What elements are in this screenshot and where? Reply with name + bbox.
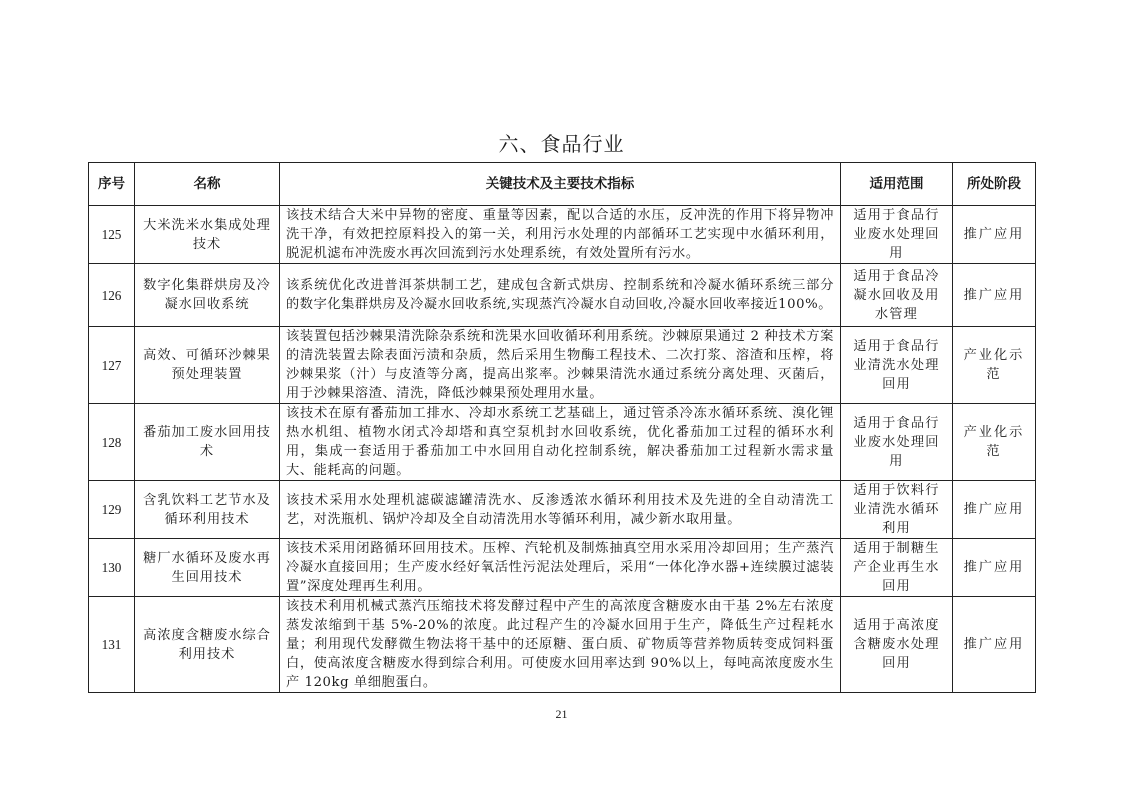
row-number: 125	[89, 206, 135, 264]
row-stage: 推广应用	[953, 539, 1036, 597]
row-number: 127	[89, 327, 135, 404]
table-row	[89, 206, 1036, 264]
technology-table	[88, 162, 1036, 693]
header-scope: 适用范围	[841, 163, 953, 206]
row-scope: 适用于制糖生产企业再生水回用	[841, 539, 953, 597]
table-row	[89, 327, 1036, 404]
header-stage: 所处阶段	[953, 163, 1036, 206]
table-row	[89, 264, 1036, 327]
row-scope: 适用于食品行业废水处理回用	[841, 404, 953, 481]
section-title: 六、食品行业	[498, 132, 625, 156]
row-name: 糖厂水循环及废水再生回用技术	[135, 539, 280, 597]
table-row	[89, 539, 1036, 597]
row-description: 该技术在原有番茄加工排水、冷却水系统工艺基础上，通过管杀冷冻水循环系统、溴化锂热水机组、植物水闭式冷却塔和真空泵机封水回收系统，优化番茄加工过程的循环水利用，集成一套适用于番茄加工中水回用自动化控制系统，解决番茄加工过程新水需求量大、能耗高的问题。	[280, 404, 841, 481]
row-scope: 适用于食品冷凝水回收及用水管理	[841, 264, 953, 327]
row-name: 高浓度含糖废水综合利用技术	[135, 597, 280, 693]
row-name: 高效、可循环沙棘果预处理装置	[135, 327, 280, 404]
row-name: 大米洗米水集成处理技术	[135, 206, 280, 264]
row-number: 131	[89, 597, 135, 693]
header-desc: 关键技术及主要技术指标	[280, 163, 841, 206]
row-stage: 推广应用	[953, 597, 1036, 693]
table-row	[89, 597, 1036, 693]
table-row	[89, 404, 1036, 481]
row-scope: 适用于高浓度含糖废水处理回用	[841, 597, 953, 693]
row-description: 该技术利用机械式蒸汽压缩技术将发酵过程中产生的高浓度含糖废水由干基 2%左右浓度蒸发浓缩到干基 5%-20%的浓度。此过程产生的冷凝水回用于生产，降低生产过程耗水量；利用现代发酵微生物法将干基中的还原糖、蛋白质、矿物质等营养物质转变成饲料蛋白，使高浓度含糖废水得到综合利用。可使废水回用率达到 90%以上，每吨高浓度废水生产 120kg 单细胞蛋白。	[280, 597, 841, 693]
header-no: 序号	[89, 163, 135, 206]
row-stage: 推广应用	[953, 481, 1036, 539]
page-number: 21	[555, 707, 568, 721]
row-description: 该技术采用水处理机滤碳滤罐清洗水、反渗透浓水循环利用技术及先进的全自动清洗工艺，对洗瓶机、锅炉冷却及全自动清洗用水等循环利用，减少新水取用量。	[280, 481, 841, 539]
row-stage: 产业化示范	[953, 404, 1036, 481]
header-name: 名称	[135, 163, 280, 206]
row-number: 129	[89, 481, 135, 539]
row-stage: 推广应用	[953, 264, 1036, 327]
row-description: 该系统优化改进普洱茶烘制工艺，建成包含新式烘房、控制系统和冷凝水循环系统三部分的数字化集群烘房及冷凝水回收系统,实现蒸汽冷凝水自动回收,冷凝水回收率接近100%。	[280, 264, 841, 327]
row-description: 该技术采用闭路循环回用技术。压榨、汽轮机及制炼抽真空用水采用冷却回用；生产蒸汽冷凝水直接回用；生产废水经好氧活性污泥法处理后，采用“一体化净水器+连续膜过滤装置”深度处理再生利用。	[280, 539, 841, 597]
row-name: 含乳饮料工艺节水及循环利用技术	[135, 481, 280, 539]
table-row	[89, 481, 1036, 539]
row-number: 130	[89, 539, 135, 597]
row-description: 该技术结合大米中异物的密度、重量等因素，配以合适的水压，反冲洗的作用下将异物冲洗干净，有效把控原料投入的第一关，利用污水处理的内部循环工艺实现中水循环利用，脱泥机滤布冲洗废水再次回流到污水处理系统，有效处置所有污水。	[280, 206, 841, 264]
row-name: 番茄加工废水回用技术	[135, 404, 280, 481]
row-scope: 适用于食品行业清洗水处理回用	[841, 327, 953, 404]
row-number: 128	[89, 404, 135, 481]
row-name: 数字化集群烘房及冷凝水回收系统	[135, 264, 280, 327]
row-scope: 适用于食品行业废水处理回用	[841, 206, 953, 264]
table-header-row	[89, 163, 1036, 206]
row-description: 该装置包括沙棘果清洗除杂系统和洗果水回收循环利用系统。沙棘原果通过 2 种技术方案的清洗装置去除表面污渍和杂质，然后采用生物酶工程技术、二次打浆、溶渣和压榨，将沙棘果浆（汁）与皮渣等分离，提高出浆率。沙棘果清洗水通过系统分离处理、灭菌后，用于沙棘果溶渣、清洗，降低沙棘果预处理用水量。	[280, 327, 841, 404]
row-scope: 适用于饮料行业清洗水循环利用	[841, 481, 953, 539]
row-number: 126	[89, 264, 135, 327]
row-stage: 产业化示范	[953, 327, 1036, 404]
row-stage: 推广应用	[953, 206, 1036, 264]
